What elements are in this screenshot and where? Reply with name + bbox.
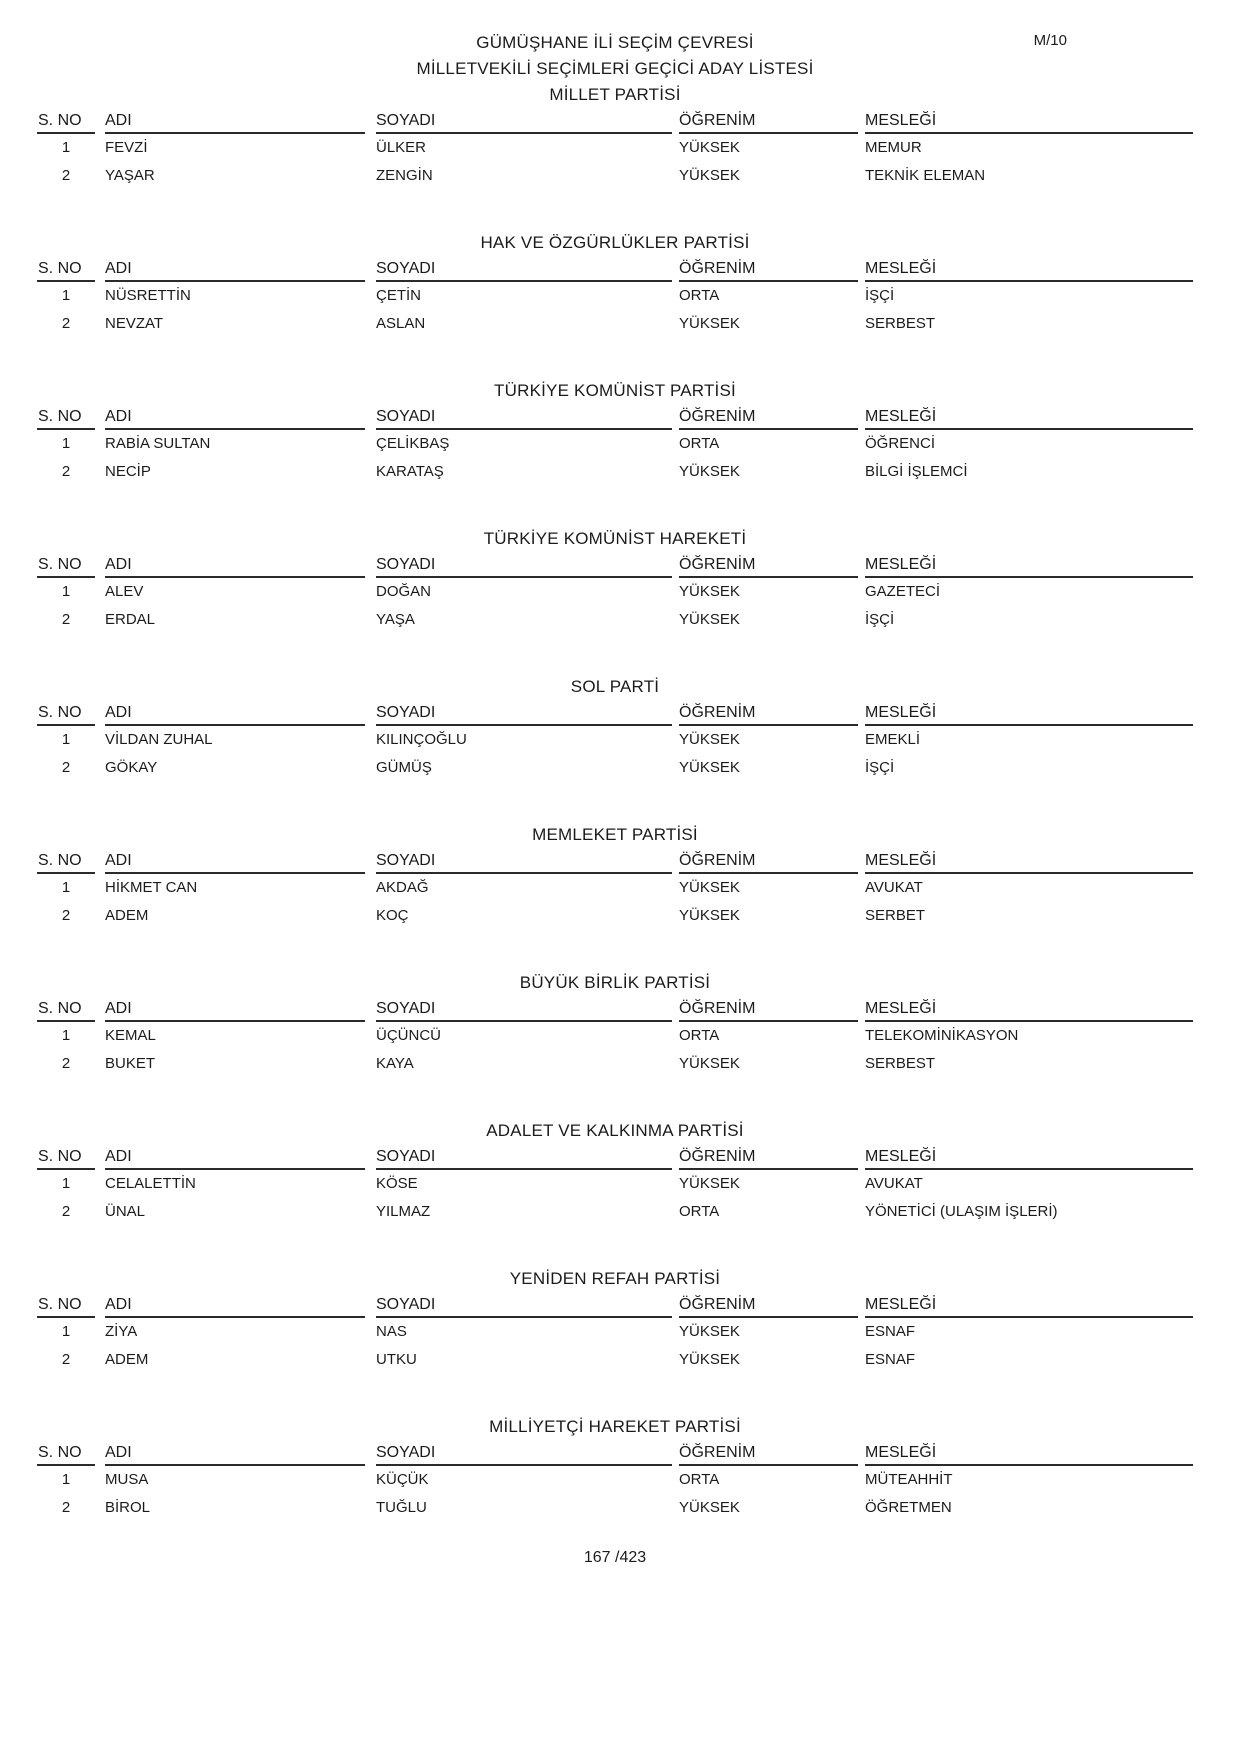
row-number: 2 <box>61 463 71 480</box>
column-header-ogrenim: ÖĞRENİM <box>679 852 858 874</box>
column-header-adi: ADI <box>105 852 365 874</box>
last-name: KARATAŞ <box>376 463 444 480</box>
profession: AVUKAT <box>865 879 923 896</box>
column-header-sno: S. NO <box>37 260 95 282</box>
column-header-soyadi: SOYADI <box>376 1296 672 1318</box>
column-header-soyadi: SOYADI <box>376 1000 672 1022</box>
profession: AVUKAT <box>865 1175 923 1192</box>
last-name: KÖSE <box>376 1175 418 1192</box>
party-section <box>37 970 1193 1078</box>
first-name: ZİYA <box>105 1323 138 1340</box>
column-header-adi: ADI <box>105 112 365 134</box>
profession: GAZETECİ <box>865 583 941 600</box>
first-name: ALEV <box>105 583 144 600</box>
education: YÜKSEK <box>679 167 740 184</box>
first-name: RABİA SULTAN <box>105 435 211 452</box>
table-header-row <box>37 112 1193 134</box>
first-name: ADEM <box>105 907 149 924</box>
profession: SERBEST <box>865 315 936 332</box>
candidate-row <box>37 310 1193 338</box>
title-line-2: MİLLETVEKİLİ SEÇİMLERİ GEÇİCİ ADAY LİSTESİ <box>416 59 814 78</box>
table-header-row <box>37 260 1193 282</box>
candidate-table <box>37 704 1193 782</box>
candidate-row <box>37 754 1193 782</box>
education: YÜKSEK <box>679 1351 740 1368</box>
column-header-soyadi: SOYADI <box>376 408 672 430</box>
candidate-table <box>37 408 1193 486</box>
column-header-meslegi: MESLEĞİ <box>865 852 1193 874</box>
education: YÜKSEK <box>679 1499 740 1516</box>
column-header-sno: S. NO <box>37 1444 95 1466</box>
profession: EMEKLİ <box>865 731 921 748</box>
last-name: KÜÇÜK <box>376 1471 429 1488</box>
row-number: 1 <box>61 1175 71 1192</box>
table-header-row <box>37 556 1193 578</box>
education: YÜKSEK <box>679 463 740 480</box>
first-name: FEVZİ <box>105 139 148 156</box>
education: ORTA <box>679 1203 720 1220</box>
party-section <box>37 1118 1193 1226</box>
education: YÜKSEK <box>679 907 740 924</box>
column-header-adi: ADI <box>105 260 365 282</box>
document-title <box>37 30 1193 82</box>
education: YÜKSEK <box>679 879 740 896</box>
row-number: 2 <box>61 611 71 628</box>
table-header-row <box>37 704 1193 726</box>
first-name: KEMAL <box>105 1027 156 1044</box>
last-name: YILMAZ <box>376 1203 431 1220</box>
row-number: 2 <box>61 1055 71 1072</box>
last-name: KILINÇOĞLU <box>376 731 467 748</box>
column-header-meslegi: MESLEĞİ <box>865 1000 1193 1022</box>
first-name: MUSA <box>105 1471 149 1488</box>
column-header-ogrenim: ÖĞRENİM <box>679 1148 858 1170</box>
last-name: YAŞA <box>376 611 415 628</box>
last-name: KAYA <box>376 1055 414 1072</box>
party-section <box>37 526 1193 634</box>
party-section <box>37 674 1193 782</box>
candidate-row <box>37 1494 1193 1522</box>
candidate-table <box>37 1444 1193 1522</box>
first-name: HİKMET CAN <box>105 879 198 896</box>
candidate-row <box>37 1022 1193 1050</box>
row-number: 2 <box>61 167 71 184</box>
profession: ÖĞRETMEN <box>865 1499 952 1516</box>
column-header-meslegi: MESLEĞİ <box>865 408 1193 430</box>
table-header-row <box>37 1444 1193 1466</box>
column-header-soyadi: SOYADI <box>376 1444 672 1466</box>
education: YÜKSEK <box>679 731 740 748</box>
candidate-row <box>37 1198 1193 1226</box>
column-header-adi: ADI <box>105 556 365 578</box>
candidate-table <box>37 556 1193 634</box>
candidate-row <box>37 458 1193 486</box>
education: YÜKSEK <box>679 139 740 156</box>
party-section <box>37 230 1193 338</box>
column-header-meslegi: MESLEĞİ <box>865 556 1193 578</box>
profession: SERBEST <box>865 1055 936 1072</box>
column-header-sno: S. NO <box>37 1000 95 1022</box>
party-section <box>37 82 1193 190</box>
title-line-1: GÜMÜŞHANE İLİ SEÇİM ÇEVRESİ <box>476 33 754 52</box>
last-name: KOÇ <box>376 907 409 924</box>
row-number: 2 <box>61 759 71 776</box>
column-header-ogrenim: ÖĞRENİM <box>679 1000 858 1022</box>
table-header-row <box>37 1296 1193 1318</box>
party-section <box>37 378 1193 486</box>
candidate-table <box>37 1000 1193 1078</box>
candidate-row <box>37 874 1193 902</box>
candidate-row <box>37 726 1193 754</box>
party-section <box>37 1266 1193 1374</box>
education: YÜKSEK <box>679 759 740 776</box>
education: YÜKSEK <box>679 611 740 628</box>
column-header-sno: S. NO <box>37 1148 95 1170</box>
column-header-ogrenim: ÖĞRENİM <box>679 260 858 282</box>
profession: SERBET <box>865 907 926 924</box>
column-header-sno: S. NO <box>37 112 95 134</box>
education: ORTA <box>679 1027 720 1044</box>
column-header-sno: S. NO <box>37 556 95 578</box>
candidate-table <box>37 1296 1193 1374</box>
column-header-ogrenim: ÖĞRENİM <box>679 112 858 134</box>
last-name: ÜÇÜNCÜ <box>376 1027 441 1044</box>
candidate-row <box>37 1050 1193 1078</box>
row-number: 1 <box>61 287 71 304</box>
table-header-row <box>37 1148 1193 1170</box>
row-number: 1 <box>61 435 71 452</box>
first-name: VİLDAN ZUHAL <box>105 731 213 748</box>
education: YÜKSEK <box>679 1175 740 1192</box>
profession: MÜTEAHHİT <box>865 1471 953 1488</box>
candidate-row <box>37 282 1193 310</box>
row-number: 2 <box>61 907 71 924</box>
column-header-adi: ADI <box>105 408 365 430</box>
first-name: ERDAL <box>105 611 156 628</box>
education: YÜKSEK <box>679 315 740 332</box>
last-name: ÜLKER <box>376 139 427 156</box>
profession: BİLGİ İŞLEMCİ <box>865 463 968 480</box>
last-name: GÜMÜŞ <box>376 759 432 776</box>
first-name: NEVZAT <box>105 315 164 332</box>
column-header-soyadi: SOYADI <box>376 556 672 578</box>
page-footer: 167 /423 <box>583 1549 647 1566</box>
row-number: 2 <box>61 315 71 332</box>
first-name: YAŞAR <box>105 167 155 184</box>
education: ORTA <box>679 435 720 452</box>
profession: İŞÇİ <box>865 759 895 776</box>
party-section <box>37 1414 1193 1522</box>
column-header-soyadi: SOYADI <box>376 852 672 874</box>
column-header-sno: S. NO <box>37 852 95 874</box>
education: ORTA <box>679 287 720 304</box>
candidate-row <box>37 1466 1193 1494</box>
profession: İŞÇİ <box>865 287 895 304</box>
column-header-meslegi: MESLEĞİ <box>865 1296 1193 1318</box>
candidate-table <box>37 260 1193 338</box>
column-header-ogrenim: ÖĞRENİM <box>679 704 858 726</box>
profession: YÖNETİCİ (ULAŞIM İŞLERİ) <box>865 1203 1058 1220</box>
last-name: UTKU <box>376 1351 417 1368</box>
row-number: 1 <box>61 879 71 896</box>
first-name: NECİP <box>105 463 151 480</box>
page-code: M/10 <box>1033 32 1067 49</box>
profession: ESNAF <box>865 1351 916 1368</box>
candidate-row <box>37 1346 1193 1374</box>
education: YÜKSEK <box>679 583 740 600</box>
education: YÜKSEK <box>679 1323 740 1340</box>
row-number: 2 <box>61 1499 71 1516</box>
last-name: DOĞAN <box>376 583 432 600</box>
column-header-sno: S. NO <box>37 1296 95 1318</box>
profession: İŞÇİ <box>865 611 895 628</box>
first-name: BİROL <box>105 1499 151 1516</box>
party-title: ADALET VE KALKINMA PARTİSİ <box>486 1121 744 1140</box>
first-name: NÜSRETTİN <box>105 287 191 304</box>
row-number: 1 <box>61 1027 71 1044</box>
profession: TEKNİK ELEMAN <box>865 167 986 184</box>
column-header-meslegi: MESLEĞİ <box>865 260 1193 282</box>
candidate-row <box>37 1170 1193 1198</box>
row-number: 1 <box>61 583 71 600</box>
education: ORTA <box>679 1471 720 1488</box>
candidate-row <box>37 1318 1193 1346</box>
candidate-row <box>37 902 1193 930</box>
column-header-soyadi: SOYADI <box>376 260 672 282</box>
first-name: GÖKAY <box>105 759 158 776</box>
profession: ESNAF <box>865 1323 916 1340</box>
party-section <box>37 822 1193 930</box>
column-header-adi: ADI <box>105 1444 365 1466</box>
column-header-adi: ADI <box>105 1000 365 1022</box>
column-header-adi: ADI <box>105 1296 365 1318</box>
party-title: TÜRKİYE KOMÜNİST PARTİSİ <box>494 381 736 400</box>
last-name: AKDAĞ <box>376 879 429 896</box>
column-header-soyadi: SOYADI <box>376 1148 672 1170</box>
column-header-meslegi: MESLEĞİ <box>865 112 1193 134</box>
candidate-table <box>37 112 1193 190</box>
profession: MEMUR <box>865 139 922 156</box>
education: YÜKSEK <box>679 1055 740 1072</box>
row-number: 1 <box>61 139 71 156</box>
row-number: 2 <box>61 1203 71 1220</box>
column-header-ogrenim: ÖĞRENİM <box>679 1296 858 1318</box>
party-title: MİLLET PARTİSİ <box>549 85 681 104</box>
last-name: ZENGİN <box>376 167 433 184</box>
last-name: TUĞLU <box>376 1499 427 1516</box>
party-title: MİLLİYETÇİ HAREKET PARTİSİ <box>489 1417 741 1436</box>
row-number: 2 <box>61 1351 71 1368</box>
column-header-soyadi: SOYADI <box>376 704 672 726</box>
column-header-ogrenim: ÖĞRENİM <box>679 408 858 430</box>
candidate-table <box>37 1148 1193 1226</box>
row-number: 1 <box>61 1471 71 1488</box>
table-header-row <box>37 1000 1193 1022</box>
row-number: 1 <box>61 731 71 748</box>
table-header-row <box>37 408 1193 430</box>
profession: TELEKOMİNİKASYON <box>865 1027 1019 1044</box>
column-header-sno: S. NO <box>37 704 95 726</box>
column-header-meslegi: MESLEĞİ <box>865 1148 1193 1170</box>
candidate-row <box>37 430 1193 458</box>
candidate-row <box>37 162 1193 190</box>
last-name: ÇETİN <box>376 287 421 304</box>
party-sections <box>37 82 1193 1522</box>
row-number: 1 <box>61 1323 71 1340</box>
first-name: ÜNAL <box>105 1203 146 1220</box>
candidate-row <box>37 606 1193 634</box>
candidate-row <box>37 134 1193 162</box>
last-name: ASLAN <box>376 315 426 332</box>
column-header-ogrenim: ÖĞRENİM <box>679 556 858 578</box>
party-title: HAK VE ÖZGÜRLÜKLER PARTİSİ <box>480 233 750 252</box>
party-title: TÜRKİYE KOMÜNİST HAREKETİ <box>483 529 747 548</box>
party-title: MEMLEKET PARTİSİ <box>532 825 698 844</box>
column-header-adi: ADI <box>105 704 365 726</box>
table-header-row <box>37 852 1193 874</box>
first-name: ADEM <box>105 1351 149 1368</box>
column-header-adi: ADI <box>105 1148 365 1170</box>
profession: ÖĞRENCİ <box>865 435 936 452</box>
column-header-meslegi: MESLEĞİ <box>865 704 1193 726</box>
party-title: YENİDEN REFAH PARTİSİ <box>509 1269 721 1288</box>
candidate-table <box>37 852 1193 930</box>
candidate-row <box>37 578 1193 606</box>
column-header-soyadi: SOYADI <box>376 112 672 134</box>
column-header-sno: S. NO <box>37 408 95 430</box>
party-title: BÜYÜK BİRLİK PARTİSİ <box>519 973 711 992</box>
last-name: NAS <box>376 1323 407 1340</box>
column-header-meslegi: MESLEĞİ <box>865 1444 1193 1466</box>
first-name: BUKET <box>105 1055 156 1072</box>
first-name: CELALETTİN <box>105 1175 196 1192</box>
column-header-ogrenim: ÖĞRENİM <box>679 1444 858 1466</box>
party-title: SOL PARTİ <box>570 677 660 696</box>
last-name: ÇELİKBAŞ <box>376 435 450 452</box>
